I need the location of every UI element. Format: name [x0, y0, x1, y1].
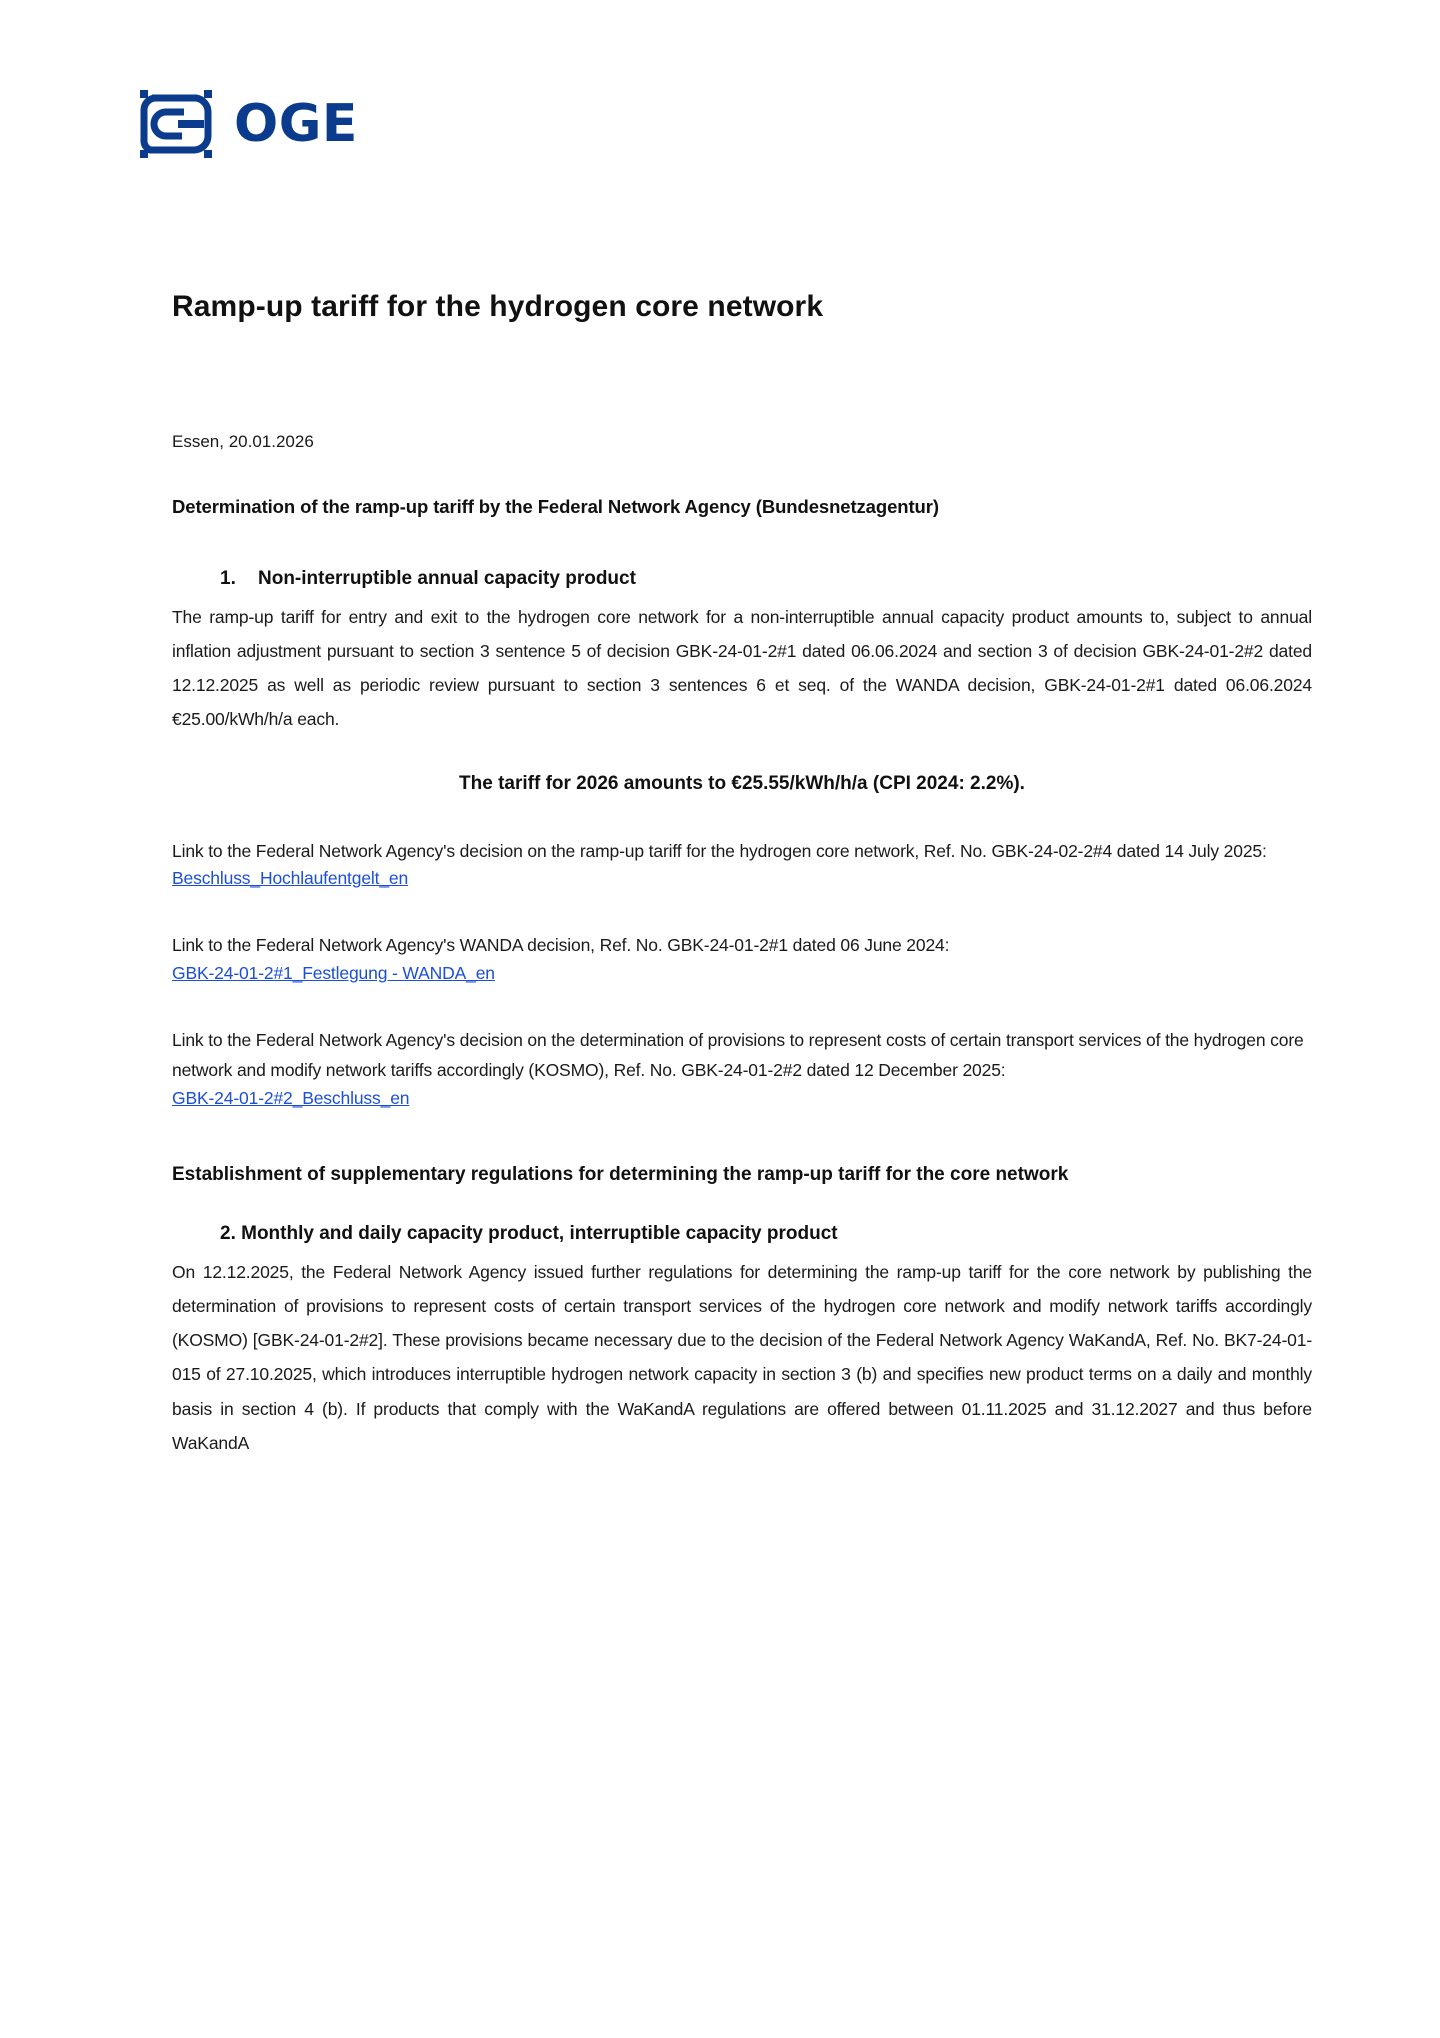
- tariff-highlight: The tariff for 2026 amounts to €25.55/kWh/h/a (CPI 2024: 2.2%).: [459, 772, 1025, 794]
- item-1-title: Non-interruptible annual capacity product: [258, 568, 636, 589]
- link-beschluss-hochlaufentgelt[interactable]: Beschluss_Hochlaufentgelt_en: [172, 868, 409, 889]
- link-wanda-festlegung[interactable]: GBK-24-01-2#1_Festlegung - WANDA_en: [172, 963, 495, 983]
- item-1-number: 1.: [220, 568, 236, 589]
- item-2-paragraph: On 12.12.2025, the Federal Network Agency issued further regulations for determining the ramp-up tariff for the core network by publishing the determination of provisions to represent costs of certain transport services of the hydrogen core network and modify network tariffs accordingly (KOSMO) [GBK-24-01-2#2]. These provisions became necessary due to the decision of the Federal Network Agency WaKandA, Ref. No. BK7-24-01-015 of 27.10.2025, which introduces interruptible hydrogen network capacity in section 3 (b) and specifies new product terms on a daily and monthly basis in section 4 (b). If products that comply with the WaKandA regulations are offered between 01.11.2025 and 31.12.2027 and thus before WaKandA: [172, 1262, 1312, 1453]
- document-content: [172, 290, 1312, 1460]
- page-title: Ramp-up tariff for the hydrogen core network: [172, 290, 824, 323]
- link-2-intro: Link to the Federal Network Agency's WANDA decision, Ref. No. GBK-24-01-2#1 dated 06 June 2024:: [172, 935, 950, 956]
- link-3-intro: Link to the Federal Network Agency's decision on the determination of provisions to represent costs of certain transport services of the hydrogen core network and modify network tariffs accordingly (KOSMO), Ref. No. GBK-24-01-2#2 dated 12 December 2025:: [172, 1030, 1304, 1080]
- item-1-heading: [220, 568, 1312, 590]
- section-heading-supplementary: Establishment of supplementary regulations for determining the ramp-up tariff for the core network: [172, 1163, 1069, 1185]
- brand-logo: [138, 88, 358, 160]
- section-heading-determination: Determination of the ramp-up tariff by the Federal Network Agency (Bundesnetzagentur): [172, 496, 939, 517]
- item-1-paragraph: The ramp-up tariff for entry and exit to the hydrogen core network for a non-interruptible annual capacity product amounts to, subject to annual inflation adjustment pursuant to section 3 sentence 5 of decision GBK-24-01-2#1 dated 06.06.2024 and section 3 of decision GBK-24-01-2#2 dated 12.12.2025 as well as periodic review pursuant to section 3 sentences 6 et seq. of the WANDA decision, GBK-24-01-2#1 dated 06.06.2024 €25.00/kWh/h/a each.: [172, 607, 1312, 730]
- item-2-heading: 2. Monthly and daily capacity product, interruptible capacity product: [220, 1223, 838, 1244]
- link-1-intro: Link to the Federal Network Agency's decision on the ramp-up tariff for the hydrogen core network, Ref. No. GBK-24-02-2#4 dated 14 July 2025:: [172, 840, 1267, 861]
- link-block-2: [172, 931, 1312, 984]
- link-kosmo-beschluss[interactable]: GBK-24-01-2#2_Beschluss_en: [172, 1087, 410, 1108]
- link-block-3: [172, 1026, 1312, 1109]
- dateline: Essen, 20.01.2026: [172, 432, 314, 451]
- oge-logo-icon: [138, 88, 216, 160]
- link-block-1: [172, 837, 1312, 890]
- brand-name: OGE: [234, 94, 358, 154]
